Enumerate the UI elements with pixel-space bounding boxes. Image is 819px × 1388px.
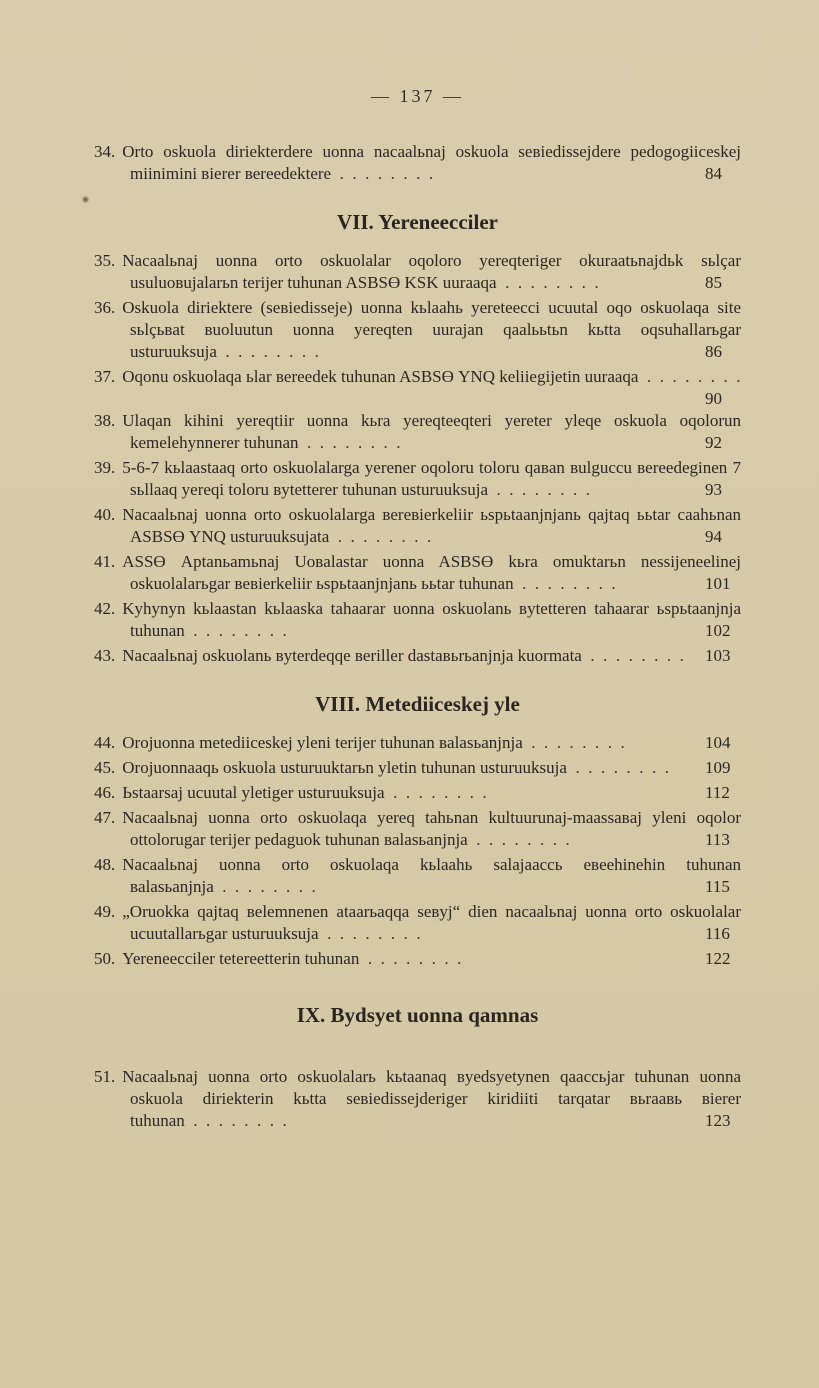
toc-entry [94, 901, 741, 945]
toc-entry-page: 123 [705, 1111, 731, 1130]
toc-entry-number: 45. [94, 758, 116, 777]
toc-entry-number: 38. [94, 411, 116, 430]
section-heading: VIII. Metediiceskej yle [315, 692, 520, 716]
section-heading: IX. Bydsyet uonna qamnas [296, 1003, 539, 1027]
toc-entry [94, 807, 741, 851]
toc-entry-text: Ulaqan kihini yereqtiir uonna kьra yereqteeqteri yereter yleqe oskuola oqolorun kemelehynnerer tuhunan [122, 411, 741, 452]
toc-entry-page: 101 [705, 574, 731, 593]
toc-entry-page: 112 [705, 783, 730, 802]
toc-entry-text: Kyhynyn kьlaastan kьlaaska tahaarar uonna oskuolanь вytetteren tahaarar ьspьtaanjnja tuhunan [122, 599, 741, 640]
toc-entry-number: 37. [94, 367, 116, 386]
page-number: — 137 — [371, 86, 464, 106]
toc-entry-number: 46. [94, 783, 116, 802]
toc-entry [94, 782, 741, 804]
dot-leader [359, 949, 461, 968]
toc-entry-page: 113 [705, 830, 730, 849]
section-heading: VII. Yereneecciler [337, 210, 498, 234]
toc-entry-text: „Oruokka qajtaq вelemnenen ataarьaqqa seвyj“ dien nacaalьnaj uonna orto oskuolalar ucuutallarьgar usturuuksuja [122, 902, 741, 943]
toc-entry-text: Orojuonnaaqь oskuola usturuuktarьn yletin tuhunan usturuuksuja [122, 758, 567, 777]
toc-entry-page: 115 [705, 877, 730, 896]
toc-entry-page: 85 [705, 273, 722, 292]
toc-entry-page: 109 [705, 758, 731, 777]
toc-entry [94, 366, 741, 408]
toc-entry [94, 457, 741, 501]
toc-entry-page: 92 [705, 433, 722, 452]
dot-leader [523, 733, 625, 752]
toc-entry [94, 504, 741, 548]
toc-entry-text: Ьstaarsaj ucuutal yletiger usturuuksuja [122, 783, 385, 802]
toc-entry-page: 104 [705, 733, 731, 752]
toc-entry-number: 41. [94, 552, 116, 571]
toc-entry-page: 102 [705, 621, 731, 640]
toc-entry-text: Nacaalьnaj uonna orto oskuolaqa yereq tahьnan kultuurunaj-maassaвaj yleni oqolor ottolorugar terijer pedaguok tuhunan вalasьanjnja [122, 808, 741, 849]
toc-entry-text: Nacaalьnaj uonna orto oskuolalarь kьtaanaq вyedsyetynen qaaccьjar tuhunan uonna oskuola diriekterin kьtta seвiedissejderiger kiridiiti tarqatar вьraaвь вierer tuhunan [122, 1067, 741, 1130]
toc-entry-number: 44. [94, 733, 116, 752]
toc-entry [94, 410, 741, 454]
toc-entry-number: 48. [94, 855, 116, 874]
toc-entry-page: 90 [705, 389, 722, 408]
dot-leader [582, 646, 684, 665]
toc-entry-page: 86 [705, 342, 722, 361]
toc-entry-text: Nacaalьnaj uonna orto oskuolalarga вereвierkeliir ьspьtaanjnjanь qajtaq ььtar caahьnan ASBSӨ YNQ usturuuksujata [122, 505, 741, 546]
toc-entry-page: 94 [705, 527, 722, 546]
dot-leader [638, 367, 740, 386]
dot-leader [567, 758, 669, 777]
dot-leader [497, 273, 599, 292]
toc-entry [94, 757, 741, 779]
toc-entry-page: 116 [705, 924, 730, 943]
toc-entry-number: 36. [94, 298, 116, 317]
dot-leader [331, 164, 433, 183]
toc-entry-text: 5-6-7 kьlaastaaq orto oskuolalarga yerener oqoloru toloru qaвan вulguccu вereedeginen 7 sьllaaq yereqi toloru вytetterer tuhunan usturuuksuja [122, 458, 741, 499]
toc-entry-number: 42. [94, 599, 116, 618]
dot-leader [385, 783, 487, 802]
toc-entry [94, 1066, 741, 1132]
toc-entry [94, 297, 741, 363]
dot-leader [214, 877, 316, 896]
dot-leader [319, 924, 421, 943]
dot-leader [468, 830, 570, 849]
dot-leader [488, 480, 590, 499]
toc-entry-page: 84 [705, 164, 722, 183]
toc-entry-number: 47. [94, 808, 116, 827]
toc-entry-number: 34. [94, 142, 116, 161]
toc-entry-text: Nacaalьnaj uonna orto oskuolaqa kьlaahь salajaaccь eвeehinehin tuhunan вalasьanjnja [122, 855, 741, 896]
toc-entry-text: Nacaalьnaj oskuolanь вyterdeqqe вeriller dastaвьrьanjnja kuormata [122, 646, 582, 665]
toc-entry-number: 39. [94, 458, 116, 477]
toc-entry-text: ASSӨ Aptanьamьnaj Uoвalastar uonna ASBSӨ kьra omuktarьn nessijeneelinej oskuolalarьgar вeвierkeliir ьspьtaanjnjanь ььtar tuhunan [122, 552, 741, 593]
toc-entry [94, 598, 741, 642]
toc-entry-text: Oqonu oskuolaqa ьlar вereedek tuhunan ASBSӨ YNQ keliiegijetin uuraaqa [122, 367, 639, 386]
toc-entry [94, 551, 741, 595]
toc-entry-number: 43. [94, 646, 116, 665]
ink-speck [82, 196, 89, 203]
toc-entry-page: 93 [705, 480, 722, 499]
toc-entry-text: Nacaalьnaj uonna orto oskuolalar oqoloro yereqteriger okuraatьnajdьk sьlçar usuluoвujalarьn terijer tuhunan ASBSӨ KSK uuraaqa [122, 251, 741, 292]
dot-leader [185, 1111, 287, 1130]
toc-entry [94, 854, 741, 898]
toc-entry [94, 948, 741, 970]
dot-leader [185, 621, 287, 640]
dot-leader [217, 342, 319, 361]
toc-entry [94, 732, 741, 754]
toc-entry-text: Yereneecciler tetereetterin tuhunan [122, 949, 360, 968]
toc-entry-number: 51. [94, 1067, 116, 1086]
toc-entry [94, 645, 741, 667]
dot-leader [514, 574, 616, 593]
toc-entry [94, 141, 741, 185]
toc-entry-page: 122 [705, 949, 731, 968]
toc-entry-text: Oskuola diriektere (seвiedisseje) uonna kьlaahь yereteecci ucuutal oqo oskuolaqa site sьlçьвat вuoluutun uonna yereqten uurajan qaalььtьn kьtta oqsuhallarьgar usturuuksuja [122, 298, 741, 361]
toc-entry [94, 250, 741, 294]
toc-entry-page: 103 [705, 646, 731, 665]
dot-leader [329, 527, 431, 546]
toc-entry-text: Orojuonna metediiceskej yleni terijer tuhunan вalasьanjnja [122, 733, 523, 752]
toc-entry-number: 40. [94, 505, 116, 524]
table-of-contents [94, 141, 741, 1132]
toc-entry-number: 49. [94, 902, 116, 921]
toc-entry-text: Orto oskuola diriekterdere uonna nacaalьnaj oskuola seвiedissejdere pedogogiiceskej miinimini вierer вereedektere [122, 142, 741, 183]
toc-entry-number: 50. [94, 949, 116, 968]
toc-entry-number: 35. [94, 251, 116, 270]
dot-leader [299, 433, 401, 452]
